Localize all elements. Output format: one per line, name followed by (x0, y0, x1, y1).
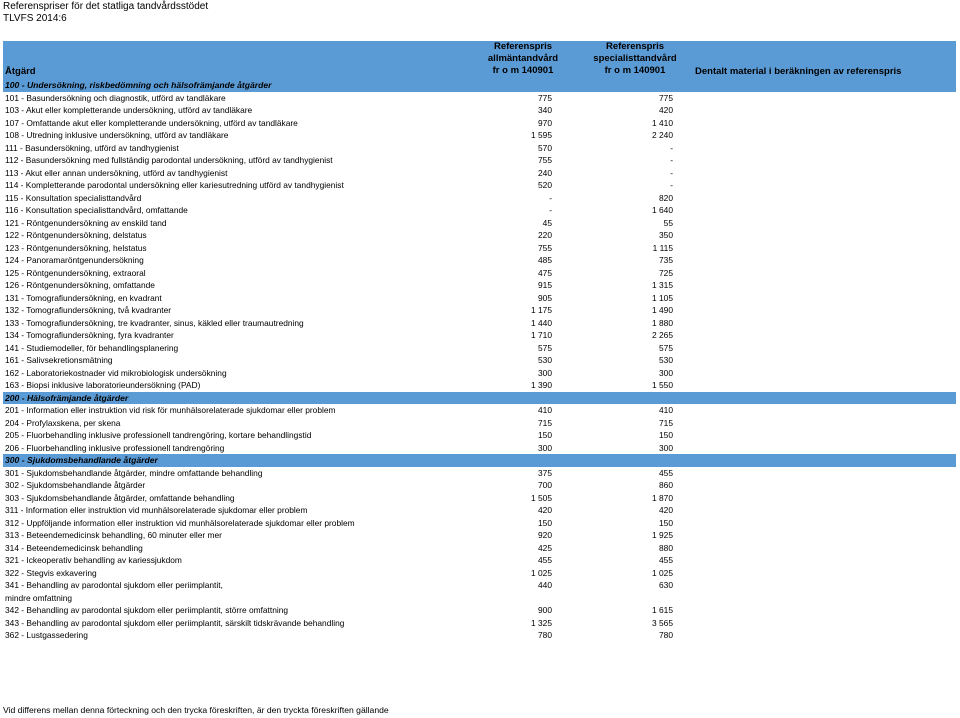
atgard-label: 108 - Utredning inklusive undersökning, utförd av tandläkare (5, 130, 229, 140)
header-allm-line1: Referenspris (493, 41, 553, 52)
table-row (3, 167, 956, 180)
table-row (3, 229, 956, 242)
price-specialisttandvard: 1 615 (652, 605, 673, 615)
atgard-label: 163 - Biopsi inklusive laboratorieundersökning (PAD) (5, 380, 201, 390)
atgard-label: 311 - Information eller instruktion vid munhälsorelaterade sjukdomar eller problem (5, 505, 308, 515)
atgard-label: 141 - Studiemodeller, för behandlingsplanering (5, 342, 179, 353)
table-header (3, 41, 956, 79)
table-row (3, 367, 956, 380)
section-header-row (3, 454, 956, 467)
table-row (3, 517, 956, 530)
atgard-label: 101 - Basundersökning och diagnostik, utförd av tandläkare (5, 92, 226, 103)
price-allmantandvard: 300 (538, 442, 552, 453)
price-specialisttandvard: 780 (659, 630, 673, 640)
document-subtitle: TLVFS 2014:6 (3, 13, 67, 24)
section-label: 300 - Sjukdomsbehandlande åtgärder (5, 455, 158, 465)
table-row (3, 567, 956, 580)
price-specialisttandvard: - (670, 180, 673, 190)
price-specialisttandvard: 350 (659, 230, 673, 240)
atgard-label: 343 - Behandling av parodontal sjukdom eller periimplantit, särskilt tidskrävande behandling (5, 617, 345, 628)
price-specialisttandvard: 1 115 (652, 242, 673, 253)
price-allmantandvard: 475 (538, 267, 552, 278)
atgard-label: 362 - Lustgassedering (5, 630, 88, 640)
section-label: 200 - Hälsofrämjande åtgärder (5, 392, 129, 403)
table-row (3, 279, 956, 292)
price-allmantandvard: 1 325 (531, 617, 552, 628)
atgard-label: 341 - Behandling av parodontal sjukdom eller periimplantit, mindre omfattning (5, 580, 223, 603)
price-allmantandvard: 485 (538, 255, 552, 265)
header-spec-line3: fr o m 140901 (604, 65, 666, 76)
table-row (3, 442, 956, 455)
price-allmantandvard: 715 (538, 417, 552, 428)
price-specialisttandvard: 1 870 (652, 492, 673, 503)
table-row (3, 629, 956, 642)
table-row (3, 217, 956, 230)
price-allmantandvard: 1 390 (531, 380, 552, 390)
price-allmantandvard: 220 (538, 230, 552, 240)
price-specialisttandvard: 1 025 (652, 567, 673, 578)
atgard-label: 115 - Konsultation specialisttandvård (5, 192, 142, 203)
table-row (3, 192, 956, 205)
price-allmantandvard: 915 (538, 280, 552, 290)
price-allmantandvard: 755 (538, 155, 552, 165)
price-allmantandvard: 1 710 (531, 330, 552, 340)
atgard-label: 131 - Tomografiundersökning, en kvadrant (5, 292, 162, 303)
price-specialisttandvard: 2 240 (652, 130, 673, 140)
price-allmantandvard: 440 (538, 580, 552, 590)
price-allmantandvard: 775 (538, 92, 552, 103)
price-allmantandvard: 375 (538, 467, 552, 478)
header-allm-line2: allmäntandvård (487, 53, 559, 64)
table-row (3, 254, 956, 267)
price-specialisttandvard: - (670, 167, 673, 178)
header-atgard: Åtgärd (5, 66, 36, 77)
atgard-label: 112 - Basundersökning med fullständig parodontal undersökning, utförd av tandhygienist (5, 155, 333, 165)
table-row (3, 542, 956, 555)
price-specialisttandvard: 880 (659, 542, 673, 553)
table-row (3, 492, 956, 505)
price-specialisttandvard: 2 265 (652, 330, 673, 340)
price-specialisttandvard: 735 (659, 255, 673, 265)
price-allmantandvard: - (549, 192, 552, 203)
atgard-label: 342 - Behandling av parodontal sjukdom eller periimplantit, större omfattning (5, 605, 289, 615)
price-allmantandvard: 1 025 (531, 567, 552, 578)
price-specialisttandvard: - (670, 155, 673, 165)
atgard-label: 114 - Kompletterande parodontal undersökning eller kariesutredning utförd av tandhygienist (5, 180, 344, 190)
price-specialisttandvard: 820 (659, 192, 673, 203)
price-table (3, 79, 956, 642)
price-allmantandvard: 905 (538, 292, 552, 303)
document-title: Referenspriser för det statliga tandvårdsstödet (3, 1, 209, 12)
atgard-label: 123 - Röntgenundersökning, helstatus (5, 242, 147, 253)
table-row (3, 579, 956, 604)
price-specialisttandvard: 150 (659, 430, 673, 440)
atgard-label: 301 - Sjukdomsbehandlande åtgärder, mindre omfattande behandling (5, 467, 263, 478)
price-allmantandvard: 970 (538, 117, 552, 128)
table-row (3, 154, 956, 167)
price-allmantandvard: 340 (538, 105, 552, 115)
price-allmantandvard: 900 (538, 605, 552, 615)
table-row (3, 317, 956, 330)
price-allmantandvard: 300 (538, 367, 552, 378)
atgard-label: 116 - Konsultation specialisttandvård, omfattande (5, 205, 188, 215)
price-specialisttandvard: 1 410 (652, 117, 673, 128)
header-specialisttandvard (585, 41, 685, 77)
table-row (3, 604, 956, 617)
section-header-row (3, 79, 956, 92)
price-allmantandvard: 780 (538, 630, 552, 640)
price-specialisttandvard: 455 (659, 555, 673, 565)
header-dentalt-material: Dentalt material i beräkningen av referenspris (695, 66, 902, 77)
table-row (3, 342, 956, 355)
table-row (3, 529, 956, 542)
atgard-label: 321 - Ickeoperativ behandling av kariessjukdom (5, 555, 182, 565)
atgard-label: 122 - Röntgenundersökning, delstatus (5, 230, 147, 240)
price-specialisttandvard: 860 (659, 480, 673, 490)
table-row (3, 104, 956, 117)
atgard-label: 302 - Sjukdomsbehandlande åtgärder (5, 480, 146, 490)
price-specialisttandvard: 55 (663, 217, 673, 228)
table-row (3, 417, 956, 430)
price-allmantandvard: 240 (538, 167, 552, 178)
table-row (3, 404, 956, 417)
price-specialisttandvard: 1 315 (652, 280, 673, 290)
table-row (3, 329, 956, 342)
price-specialisttandvard: 1 490 (652, 305, 673, 315)
price-allmantandvard: 425 (538, 542, 552, 553)
price-allmantandvard: 150 (538, 517, 552, 528)
atgard-label: 313 - Beteendemedicinsk behandling, 60 minuter eller mer (5, 530, 222, 540)
atgard-label: 205 - Fluorbehandling inklusive professionell tandrengöring, kortare behandlingstid (5, 430, 312, 440)
price-allmantandvard: 530 (538, 355, 552, 365)
atgard-label: 133 - Tomografiundersökning, tre kvadranter, sinus, käkled eller traumautredning (5, 317, 304, 328)
table-row (3, 292, 956, 305)
price-specialisttandvard: 1 550 (652, 380, 673, 390)
atgard-label: 312 - Uppföljande information eller instruktion vid munhälsorelaterade sjukdomar eller problem (5, 517, 355, 528)
price-allmantandvard: 420 (538, 505, 552, 515)
price-specialisttandvard: 300 (659, 442, 673, 453)
price-specialisttandvard: 1 925 (652, 530, 673, 540)
atgard-label: 161 - Salivsekretionsmätning (5, 355, 113, 365)
table-row (3, 379, 956, 392)
atgard-label: 134 - Tomografiundersökning, fyra kvadranter (5, 330, 174, 340)
price-allmantandvard: 700 (538, 480, 552, 490)
header-spec-line2: specialisttandvård (593, 53, 677, 64)
table-row (3, 617, 956, 630)
atgard-label: 303 - Sjukdomsbehandlande åtgärder, omfattande behandling (5, 492, 235, 503)
table-row (3, 504, 956, 517)
price-specialisttandvard: 3 565 (652, 617, 673, 628)
section-label: 100 - Undersökning, riskbedömning och hälsofrämjande åtgärder (5, 80, 272, 90)
price-specialisttandvard: 150 (659, 517, 673, 528)
table-row (3, 479, 956, 492)
atgard-label: 124 - Panoramaröntgenundersökning (5, 255, 144, 265)
section-header-row (3, 392, 956, 405)
price-specialisttandvard: 715 (659, 417, 673, 428)
atgard-label: 111 - Basundersökning, utförd av tandhygienist (5, 142, 179, 153)
table-row (3, 267, 956, 280)
price-allmantandvard: 570 (538, 142, 552, 153)
header-allm-line3: fr o m 140901 (492, 65, 554, 76)
atgard-label: 162 - Laboratoriekostnader vid mikrobiologisk undersökning (5, 367, 227, 378)
price-allmantandvard: 45 (542, 217, 552, 228)
atgard-label: 204 - Profylaxskena, per skena (5, 417, 121, 428)
table-row (3, 204, 956, 217)
price-specialisttandvard: 420 (659, 505, 673, 515)
table-row (3, 179, 956, 192)
table-row (3, 129, 956, 142)
atgard-label: 107 - Omfattande akut eller kompletterande undersökning, utförd av tandläkare (5, 117, 298, 128)
footer-note: Vid differens mellan denna förteckning och den trycka föreskriften, är den tryckta föreskriften gällande (3, 705, 389, 715)
table-row (3, 554, 956, 567)
atgard-label: 113 - Akut eller annan undersökning, utförd av tandhygienist (5, 167, 228, 178)
atgard-label: 121 - Röntgenundersökning av enskild tand (5, 217, 167, 228)
price-specialisttandvard: 410 (659, 405, 673, 415)
table-row (3, 467, 956, 480)
price-specialisttandvard: 1 640 (652, 205, 673, 215)
atgard-label: 103 - Akut eller kompletterande undersökning, utförd av tandläkare (5, 105, 253, 115)
header-allmantandvard (473, 41, 573, 77)
price-specialisttandvard: 1 105 (652, 292, 673, 303)
price-allmantandvard: 755 (538, 242, 552, 253)
atgard-label: 201 - Information eller instruktion vid risk för munhälsorelaterade sjukdomar eller problem (5, 405, 336, 415)
price-specialisttandvard: 725 (659, 267, 673, 278)
price-allmantandvard: 150 (538, 430, 552, 440)
price-allmantandvard: 1 175 (531, 305, 552, 315)
atgard-label: 314 - Beteendemedicinsk behandling (5, 542, 143, 553)
table-row (3, 304, 956, 317)
price-allmantandvard: 920 (538, 530, 552, 540)
price-specialisttandvard: 575 (659, 342, 673, 353)
price-allmantandvard: 520 (538, 180, 552, 190)
price-allmantandvard: 1 440 (531, 317, 552, 328)
price-specialisttandvard: 300 (659, 367, 673, 378)
atgard-label: 126 - Röntgenundersökning, omfattande (5, 280, 155, 290)
price-specialisttandvard: 420 (659, 105, 673, 115)
atgard-label: 132 - Tomografiundersökning, två kvadranter (5, 305, 172, 315)
table-row (3, 92, 956, 105)
header-spec-line1: Referenspris (605, 41, 665, 52)
table-row (3, 117, 956, 130)
price-specialisttandvard: 630 (659, 580, 673, 590)
price-specialisttandvard: 775 (659, 92, 673, 103)
price-allmantandvard: 410 (538, 405, 552, 415)
table-row (3, 242, 956, 255)
price-specialisttandvard: 455 (659, 467, 673, 478)
atgard-label: 125 - Röntgenundersökning, extraoral (5, 267, 146, 278)
table-row (3, 354, 956, 367)
table-row (3, 142, 956, 155)
atgard-label: 206 - Fluorbehandling inklusive professionell tandrengöring (5, 442, 225, 453)
price-allmantandvard: 1 505 (531, 492, 552, 503)
atgard-label: 322 - Stegvis exkavering (5, 567, 97, 578)
price-specialisttandvard: 530 (659, 355, 673, 365)
price-allmantandvard: 455 (538, 555, 552, 565)
table-row (3, 429, 956, 442)
price-specialisttandvard: 1 880 (652, 317, 673, 328)
price-allmantandvard: 1 595 (531, 130, 552, 140)
price-allmantandvard: 575 (538, 342, 552, 353)
price-allmantandvard: - (549, 205, 552, 215)
price-specialisttandvard: - (670, 142, 673, 153)
